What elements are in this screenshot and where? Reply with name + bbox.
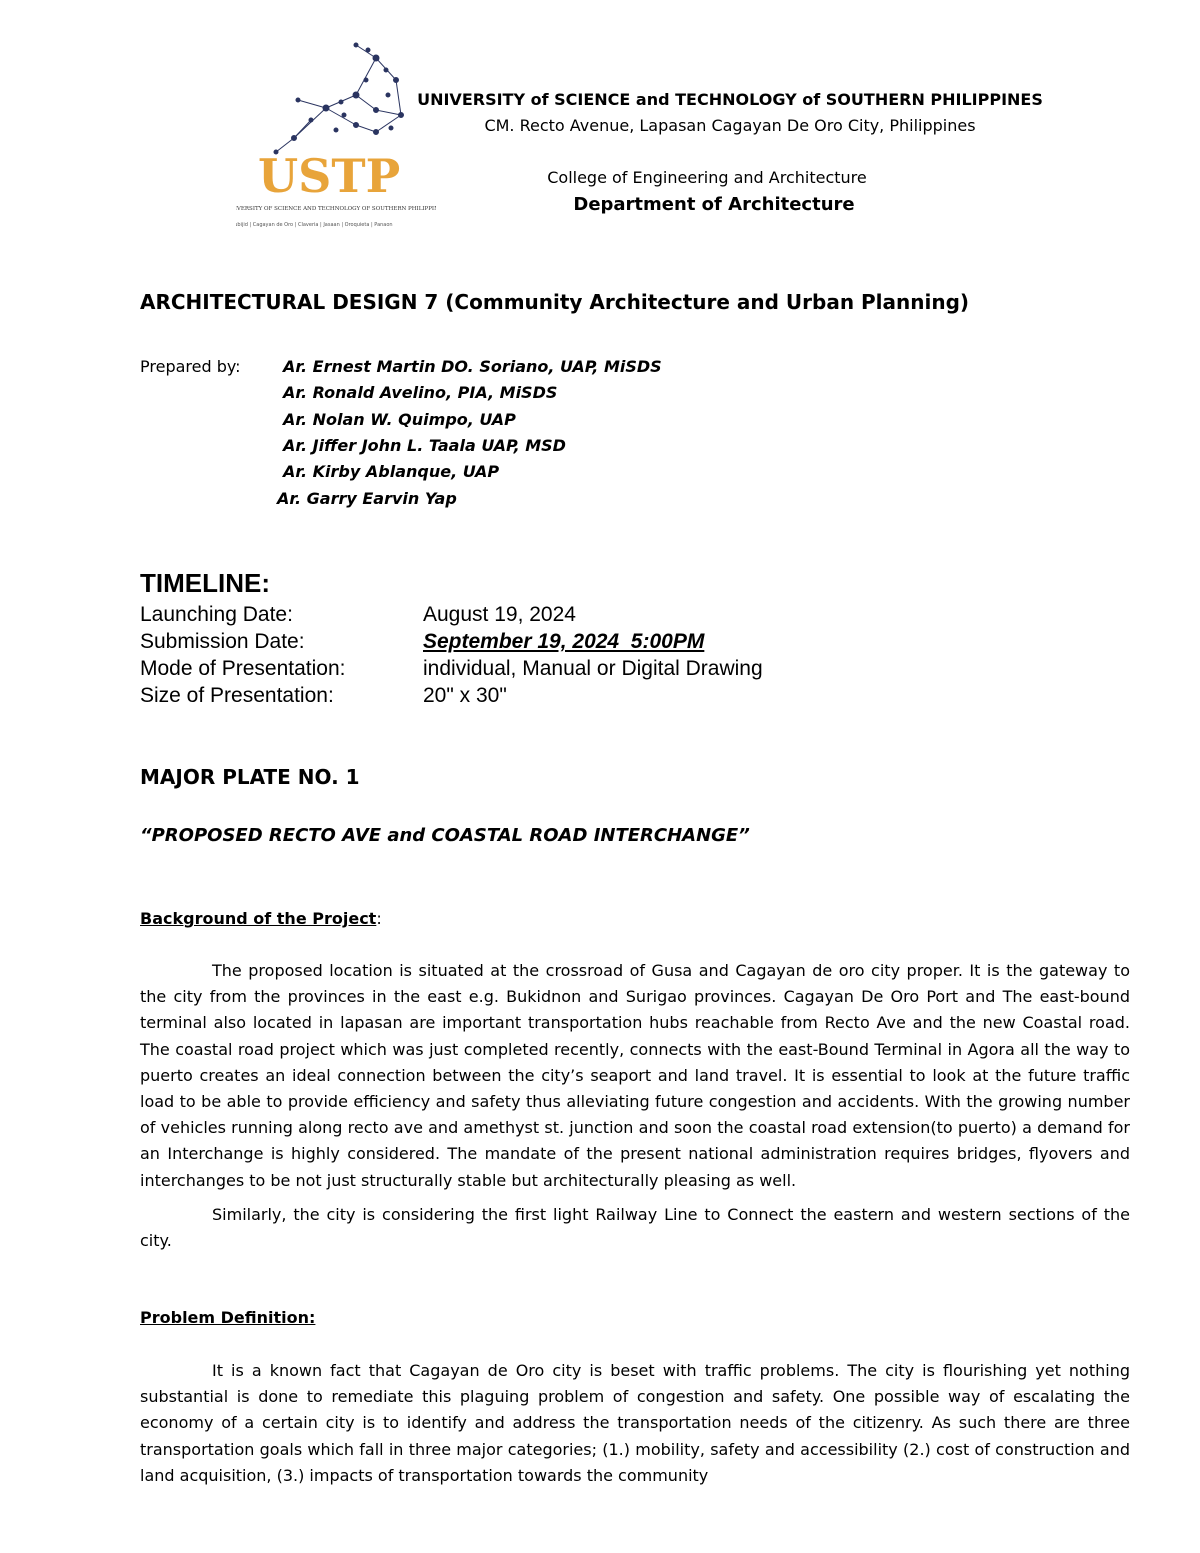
logo-subtext: UNIVERSITY OF SCIENCE AND TECHNOLOGY OF SOUTHERN PHILIPPINES: [236, 206, 436, 212]
background-heading-colon: :: [376, 909, 382, 928]
college-name: College of Engineering and Architecture: [547, 168, 867, 187]
preparer-name: Ar. Kirby Ablanque, UAP: [283, 462, 500, 481]
preparer-name: Ar. Ernest Martin DO. Soriano, UAP, MiSDS: [283, 357, 662, 376]
preparer-name: Ar. Jiffer John L. Taala UAP, MSD: [283, 436, 566, 455]
plate-heading: MAJOR PLATE NO. 1: [140, 765, 360, 789]
timeline-heading: TIMELINE:: [140, 568, 270, 598]
timeline-label: Size of Presentation:: [140, 684, 334, 707]
paragraph: The proposed location is situated at the crossroad of Gusa and Cagayan de oro city proper. It is the gateway to the city from the provinces in the east e.g. Bukidnon and Surigao provinces. Cagayan De Oro Port and The east-bound terminal also located in lapasan are important transportation hubs reachable from Recto Ave and the new Coastal road. The coastal road project which was just completed recently, connects with the east-Bound Terminal in Agora all the way to puerto creates an ideal connection between the city’s seaport and land travel. It is essential to look at the future traffic load to be able to provide efficiency and safety thus alleviating future congestion and accidents. With the growing number of vehicles running along recto ave and amethyst st. junction and soon the coastal road extension(to puerto) a demand for an Interchange is highly considered. The mandate of the present national administration requires bridges, flyovers and interchanges to be not just structurally stable but architecturally pleasing as well.: [140, 961, 1130, 1190]
problem-body: [140, 1358, 1130, 1489]
plate-title: “PROPOSED RECTO AVE and COASTAL ROAD INTERCHANGE”: [140, 825, 750, 846]
preparer-name: Ar. Nolan W. Quimpo, UAP: [283, 410, 516, 429]
timeline-row: [140, 601, 940, 628]
background-body: [140, 958, 1130, 1254]
preparer-name: Ar. Ronald Avelino, PIA, MiSDS: [283, 383, 558, 402]
timeline-row: [140, 682, 940, 709]
timeline-value: August 19, 2024: [423, 603, 576, 626]
background-heading: [140, 909, 382, 928]
submission-date-value: September 19, 2024 5:00PM: [423, 630, 705, 653]
paragraph: Similarly, the city is considering the first light Railway Line to Connect the eastern and western sections of the city.: [140, 1204, 1130, 1251]
timeline-row: [140, 628, 940, 655]
background-heading-text: Background of the Project: [140, 909, 377, 928]
timeline-value: 20" x 30": [423, 684, 507, 707]
timeline-label: Mode of Presentation:: [140, 657, 346, 680]
timeline-value: individual, Manual or Digital Drawing: [423, 657, 763, 680]
timeline-label: Submission Date:: [140, 630, 305, 653]
paragraph: It is a known fact that Cagayan de Oro city is beset with traffic problems. The city is flourishing yet nothing substantial is done to remediate this plaguing problem of congestion and safety. One possible way of escalating the economy of a certain city is to identify and address the transportation needs of the citizenry. As such there are three transportation goals which fall in three major categories; (1.) mobility, safety and accessibility (2.) cost of construction and land acquisition, (3.) impacts of transportation towards the community: [140, 1361, 1130, 1485]
prepared-by-label: Prepared by:: [140, 357, 241, 376]
timeline-row: [140, 655, 940, 682]
department-name: Department of Architecture: [573, 194, 855, 215]
course-title: ARCHITECTURAL DESIGN 7 (Community Architecture and Urban Planning): [140, 290, 970, 314]
problem-heading: Problem Definition:: [140, 1308, 316, 1327]
preparer-name: Ar. Garry Earvin Yap: [277, 489, 457, 508]
university-name: UNIVERSITY of SCIENCE and TECHNOLOGY of SOUTHERN PHILIPPINES: [417, 90, 1043, 109]
logo-campuses: Alubijid | Cagayan de Oro | Claveria | Jasaan | Oroquieta | Panaon: [236, 222, 393, 228]
logo-wordmark: USTP: [258, 149, 401, 203]
timeline-label: Launching Date:: [140, 603, 293, 626]
university-address: CM. Recto Avenue, Lapasan Cagayan De Oro City, Philippines: [484, 116, 976, 135]
